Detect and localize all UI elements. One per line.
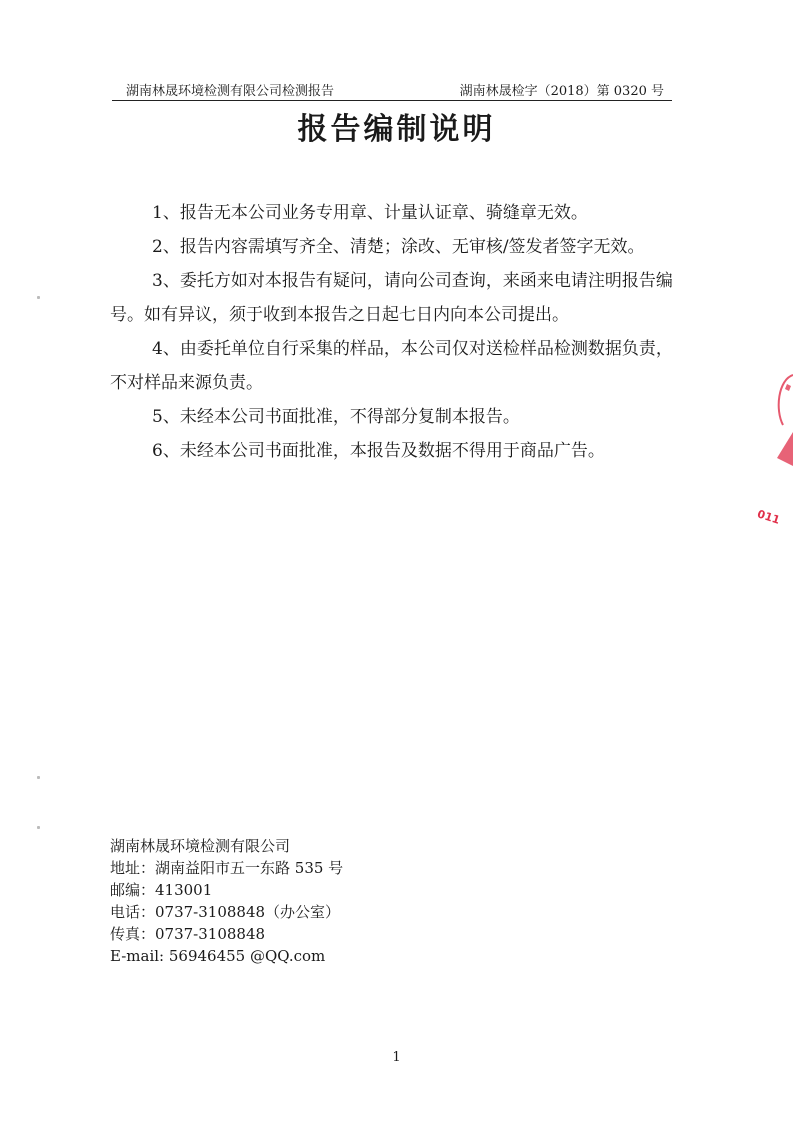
note-item-1: 1、报告无本公司业务专用章、计量认证章、骑缝章无效。: [152, 203, 588, 223]
company-name: 湖南林晟环境检测有限公司: [110, 837, 291, 855]
company-postcode: 邮编：413001: [110, 881, 213, 899]
notes-list: [110, 196, 680, 468]
company-address: 地址：湖南益阳市五一东路 535 号: [110, 859, 344, 877]
seal-fragment-icon: [753, 370, 793, 530]
scan-speck: [37, 826, 40, 829]
page-number: 1: [392, 1050, 401, 1065]
company-email: E-mail: 56946455 @QQ.com: [110, 947, 326, 965]
scan-speck: [37, 296, 40, 299]
note-item-2: 2、报告内容需填写齐全、清楚；涂改、无审核/签发者签字无效。: [152, 237, 645, 257]
svg-text:011: 011: [755, 507, 782, 527]
note-item-4: 4、由委托单位自行采集的样品，本公司仅对送检样品检测数据负责，不对样品来源负责。: [110, 339, 673, 393]
company-phone: 电话：0737-3108848（办公室）: [110, 903, 341, 921]
note-item-3: 3、委托方如对本报告有疑问，请向公司查询，来函来电请注明报告编号。如有异议，须于收到本报告之日起七日内向本公司提出。: [110, 271, 673, 325]
company-fax: 传真：0737-3108848: [110, 925, 266, 943]
page-title: 报告编制说明: [297, 112, 496, 147]
note-item-6: 6、未经本公司书面批准，本报告及数据不得用于商品广告。: [152, 441, 605, 461]
company-info: [110, 835, 343, 967]
header-company-report: 湖南林晟环境检测有限公司检测报告: [126, 84, 335, 99]
scan-speck: [37, 776, 40, 779]
header-report-number: 湖南林晟检字（2018）第 0320 号: [459, 84, 664, 99]
report-header: [112, 80, 672, 101]
note-item-5: 5、未经本公司书面批准，不得部分复制本报告。: [152, 407, 520, 427]
